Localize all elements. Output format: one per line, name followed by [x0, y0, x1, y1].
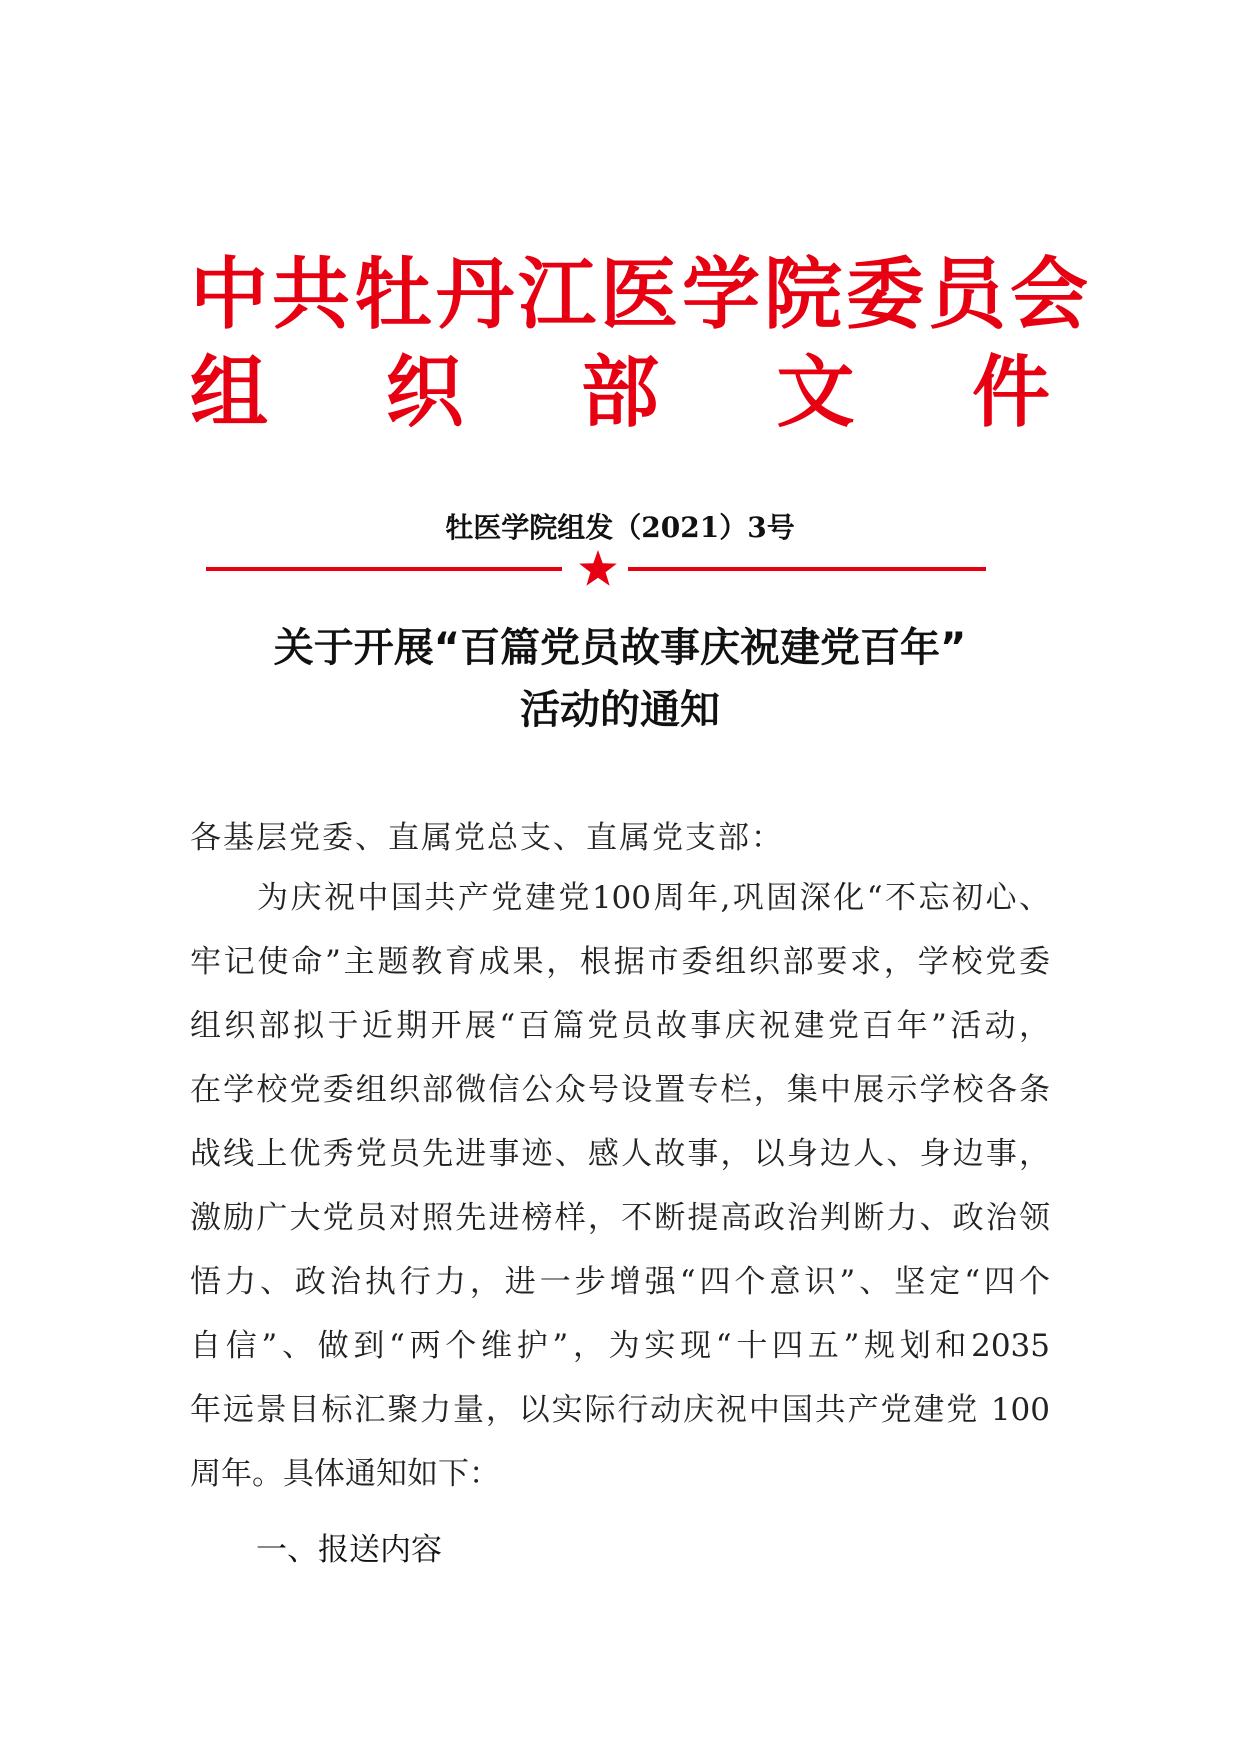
- paragraph-line: 悟力、政治执行力，进一步增强“四个意识”、坚定“四个: [190, 1264, 1050, 1300]
- paragraph-line: 为庆祝中国共产党建党100周年,巩固深化“不忘初心、: [190, 880, 1050, 916]
- issuing-organization-title: 中共牡丹江医学院委员会: [190, 250, 1093, 340]
- notice-title-line-1: 关于开展“百篇党员故事庆祝建党百年”: [273, 625, 967, 671]
- salutation: 各基层党委、直属党总支、直属党支部：: [190, 820, 784, 856]
- title-char: 件: [971, 348, 1050, 438]
- title-char: 部: [580, 348, 659, 438]
- paragraph-line: 激励广大党员对照先进榜样，不断提高政治判断力、政治领: [190, 1200, 1050, 1236]
- red-divider-right: [628, 567, 986, 571]
- paragraph-line: 周年。具体通知如下：: [190, 1456, 500, 1492]
- paragraph-line: 组织部拟于近期开展“百篇党员故事庆祝建党百年”活动，: [190, 1008, 1050, 1044]
- red-divider-left: [206, 567, 562, 571]
- title-char: 织: [385, 348, 464, 438]
- paragraph-line: 年远景目标汇聚力量，以实际行动庆祝中国共产党建党 100: [190, 1392, 1050, 1428]
- title-char: 组: [190, 348, 269, 438]
- paragraph-line: 牢记使命”主题教育成果，根据市委组织部要求，学校党委: [190, 944, 1050, 980]
- notice-title-line-2: 活动的通知: [520, 687, 720, 733]
- section-heading: 一、报送内容: [256, 1532, 442, 1568]
- paragraph-line: 战线上优秀党员先进事迹、感人故事，以身边人、身边事，: [190, 1136, 1050, 1172]
- department-document-title: [190, 348, 1050, 438]
- red-star-icon: [578, 548, 618, 588]
- document-number: 牡医学院组发（2021）3号: [445, 511, 795, 544]
- paragraph-line: 在学校党委组织部微信公众号设置专栏，集中展示学校各条: [190, 1072, 1050, 1108]
- paragraph-line: 自信”、做到“两个维护”，为实现“十四五”规划和2035: [190, 1328, 1050, 1364]
- title-char: 文: [776, 348, 855, 438]
